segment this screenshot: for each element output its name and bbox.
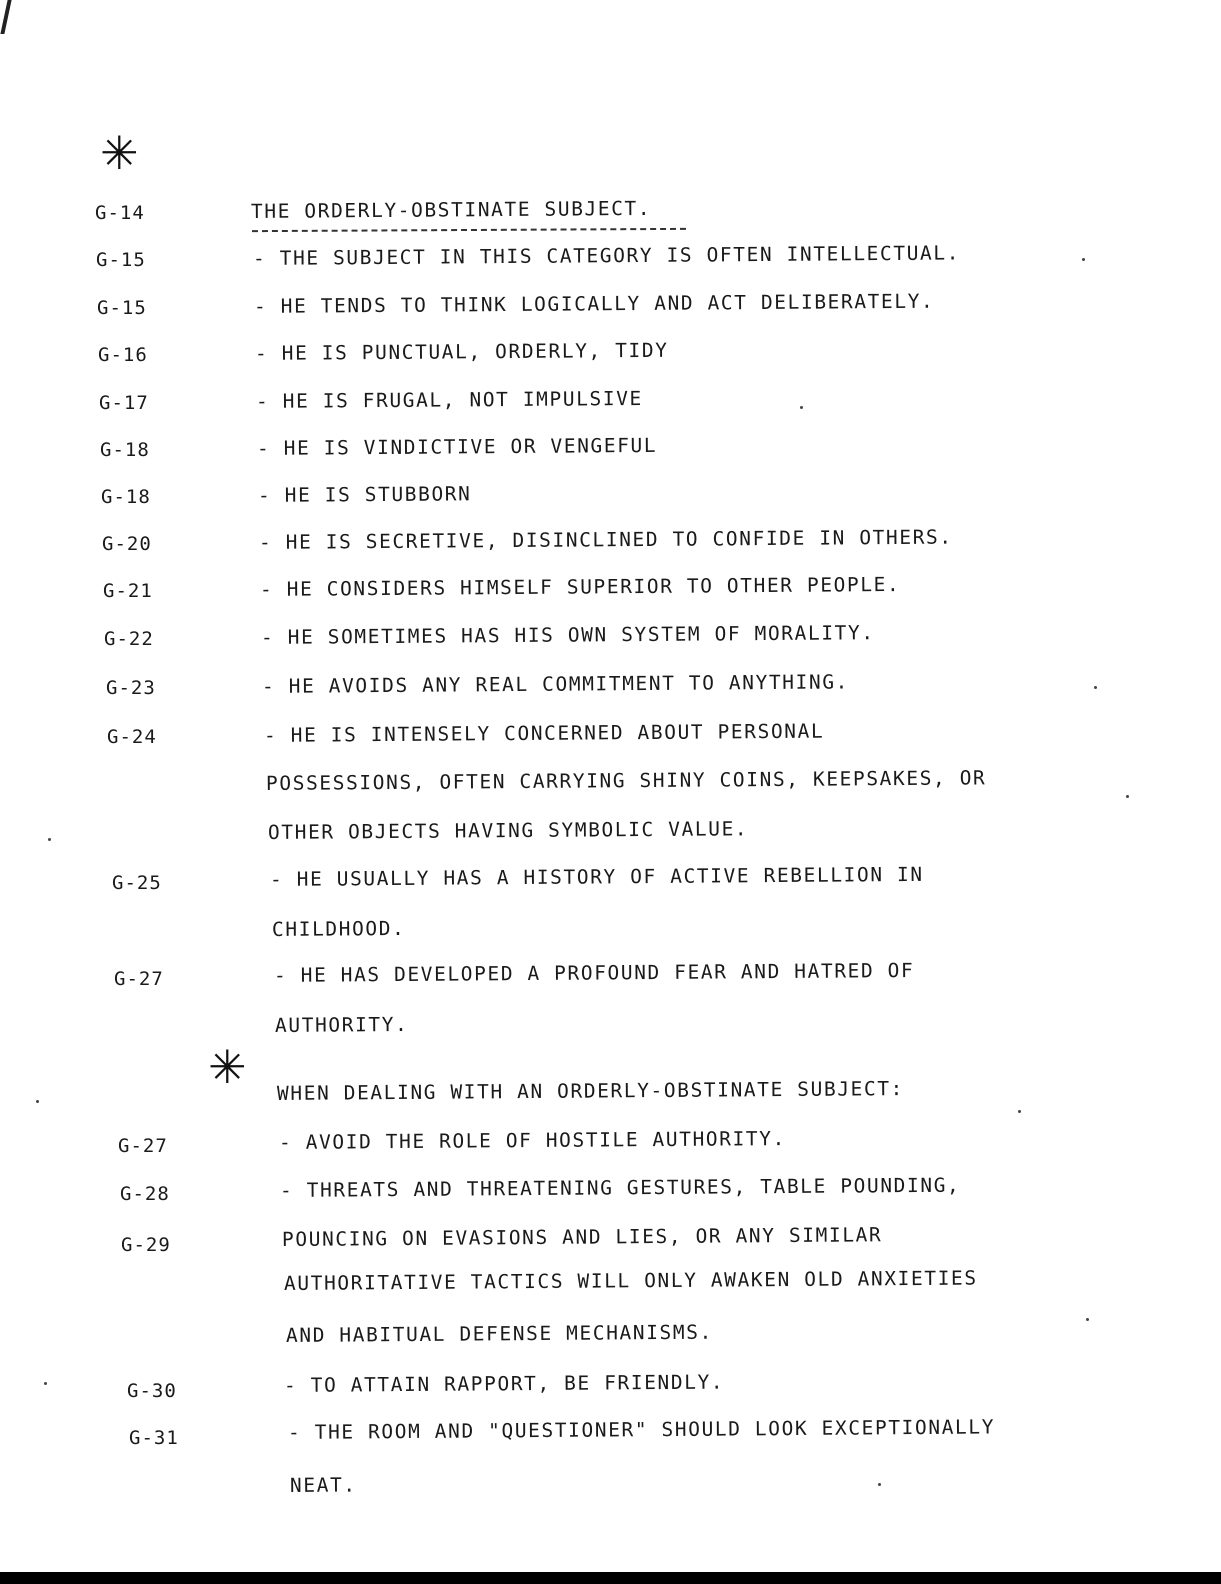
- entry-text: - THE ROOM AND "QUESTIONER" SHOULD LOOK EXCEPTIONALLY: [287, 1415, 996, 1444]
- entry-text: POSSESSIONS, OFTEN CARRYING SHINY COINS, KEEPSAKES, OR: [265, 766, 987, 795]
- entry-text: AND HABITUAL DEFENSE MECHANISMS.: [285, 1320, 713, 1347]
- entry-code: G-15: [97, 297, 147, 319]
- entry-text: - HE HAS DEVELOPED A PROFOUND FEAR AND HATRED OF: [273, 958, 915, 987]
- scan-speck: [1082, 258, 1085, 261]
- entry-code: G-28: [120, 1183, 170, 1205]
- entry-row: [0, 958, 1221, 1012]
- entry-text: - HE TENDS TO THINK LOGICALLY AND ACT DELIBERATELY.: [253, 289, 935, 318]
- entry-code: G-24: [107, 726, 157, 748]
- entry-code: G-17: [99, 392, 149, 414]
- entry-row: [0, 1014, 1221, 1062]
- scan-edge-mark: [0, 0, 11, 34]
- entry-row: [0, 196, 1221, 248]
- entry-code: G-23: [106, 677, 156, 699]
- entry-row: [0, 525, 1221, 579]
- entry-code: G-14: [95, 202, 145, 224]
- entry-code: G-27: [114, 968, 164, 990]
- entry-code: G-30: [127, 1380, 177, 1402]
- subsection-heading: WHEN DEALING WITH AN ORDERLY-OBSTINATE SUBJECT:: [276, 1077, 905, 1105]
- entry-row: [0, 1077, 1221, 1130]
- entry-row: [0, 386, 1221, 438]
- entry-code: G-31: [129, 1427, 179, 1449]
- scan-speck: [36, 1100, 39, 1103]
- entry-code: G-18: [100, 439, 150, 461]
- entry-code: G-16: [98, 344, 148, 366]
- entry-row: [0, 670, 1221, 723]
- entry-row: [0, 338, 1221, 390]
- entry-code: G-29: [121, 1234, 171, 1256]
- entry-row: [0, 1474, 1221, 1522]
- entry-row: [0, 484, 1221, 532]
- entry-row: [0, 572, 1221, 626]
- section-title: THE ORDERLY-OBSTINATE SUBJECT.: [250, 196, 652, 223]
- scan-speck: [44, 1382, 47, 1385]
- scan-speck: [1086, 1318, 1089, 1321]
- scan-speck: [878, 1483, 881, 1486]
- entry-text: - THREATS AND THREATENING GESTURES, TABLE POUNDING,: [279, 1173, 961, 1202]
- entry-text: OTHER OBJECTS HAVING SYMBOLIC VALUE.: [267, 817, 749, 844]
- entry-text: - HE SOMETIMES HAS HIS OWN SYSTEM OF MORALITY.: [260, 621, 875, 649]
- entry-text: - HE IS FRUGAL, NOT IMPULSIVE: [255, 386, 643, 413]
- entry-text: - TO ATTAIN RAPPORT, BE FRIENDLY.: [283, 1370, 725, 1397]
- entry-row: [0, 719, 1221, 772]
- entry-text: AUTHORITY.: [274, 1012, 409, 1037]
- entry-row: [0, 1415, 1221, 1469]
- entry-text: - HE IS INTENSELY CONCERNED ABOUT PERSONAL: [263, 719, 825, 747]
- entry-code: G-21: [103, 580, 153, 602]
- asterisk-mark-middle: ✳: [208, 1040, 247, 1094]
- entry-code: G-25: [112, 872, 162, 894]
- scan-speck: [1018, 1110, 1021, 1113]
- entry-text: - AVOID THE ROLE OF HOSTILE AUTHORITY.: [278, 1127, 786, 1154]
- scan-speck: [1094, 686, 1097, 689]
- entry-text: - THE SUBJECT IN THIS CATEGORY IS OFTEN INTELLECTUAL.: [252, 241, 961, 270]
- entry-row: [0, 621, 1221, 674]
- entry-row: [0, 862, 1221, 916]
- entry-row: [0, 766, 1221, 820]
- entry-text: - HE USUALLY HAS A HISTORY OF ACTIVE REBELLION IN: [269, 862, 924, 891]
- entry-row: [0, 1127, 1221, 1179]
- entry-text: - HE AVOIDS ANY REAL COMMITMENT TO ANYTHING.: [261, 670, 850, 698]
- entry-code: G-18: [101, 486, 151, 508]
- entry-text: CHILDHOOD.: [271, 916, 406, 941]
- entry-text: AUTHORITATIVE TACTICS WILL ONLY AWAKEN OLD ANXIETIES: [283, 1266, 978, 1295]
- entry-text: - HE IS PUNCTUAL, ORDERLY, TIDY: [254, 338, 669, 365]
- entry-code: G-27: [118, 1135, 168, 1157]
- entry-row: [0, 918, 1221, 966]
- entry-row: [0, 289, 1221, 343]
- entry-row: [0, 1173, 1221, 1227]
- entry-code: G-15: [96, 249, 146, 271]
- entry-text: - HE CONSIDERS HIMSELF SUPERIOR TO OTHER PEOPLE.: [259, 572, 901, 601]
- scan-speck: [800, 406, 803, 409]
- scan-speck: [48, 838, 51, 841]
- scan-speck: [1126, 795, 1129, 798]
- scan-bottom-border: [0, 1572, 1221, 1584]
- entry-row: [0, 1370, 1221, 1422]
- entry-row: [0, 1266, 1221, 1320]
- entry-text: - HE IS VINDICTIVE OR VENGEFUL: [256, 433, 658, 460]
- entry-text: - HE IS SECRETIVE, DISINCLINED TO CONFIDE IN OTHERS.: [258, 525, 953, 554]
- entry-row: [0, 1320, 1221, 1372]
- entry-row: [0, 241, 1221, 295]
- asterisk-mark-top: ✳: [100, 126, 139, 180]
- entry-code: G-20: [102, 533, 152, 555]
- entry-text: POUNCING ON EVASIONS AND LIES, OR ANY SIMILAR: [281, 1223, 883, 1251]
- entry-row: [0, 433, 1221, 485]
- entry-text: NEAT.: [289, 1473, 357, 1497]
- entry-text: - HE IS STUBBORN: [257, 482, 472, 507]
- entry-row: [0, 817, 1221, 869]
- entry-code: G-22: [104, 628, 154, 650]
